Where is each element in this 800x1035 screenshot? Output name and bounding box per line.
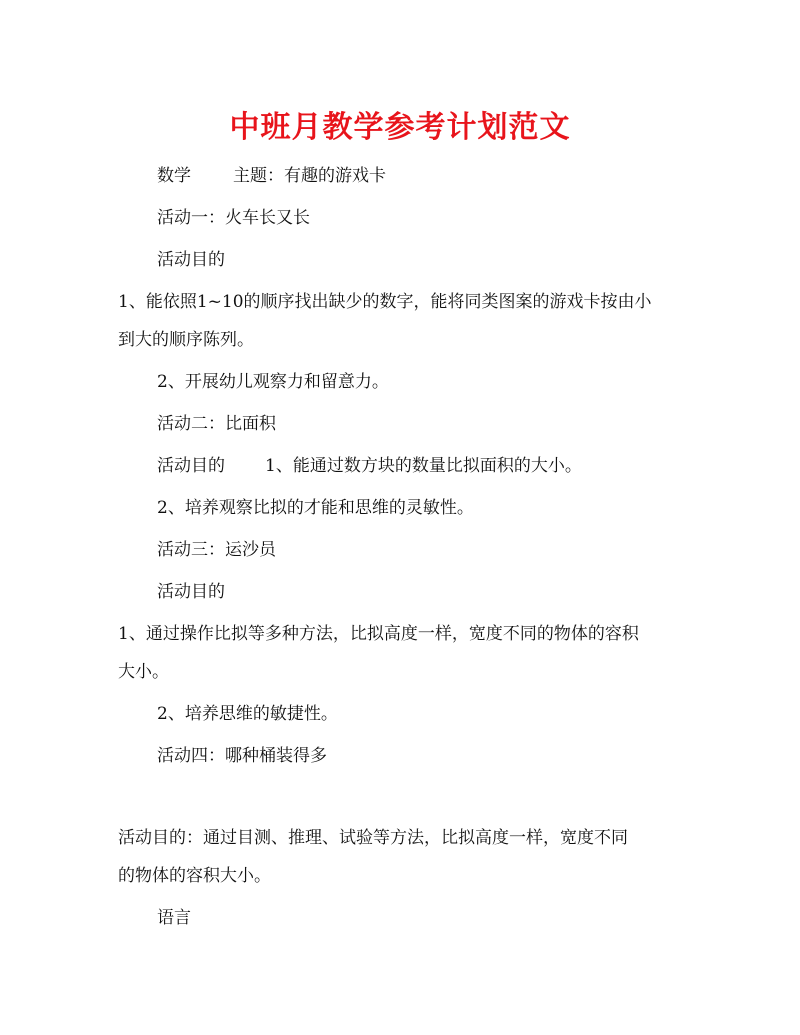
subject-language: 语言: [157, 908, 191, 928]
goal-3-item-2: 2、培养思维的敏捷性。: [157, 704, 338, 724]
goal-2-item-1: 1、能通过数方块的数量比拟面积的大小。: [265, 456, 582, 476]
goal-heading-3: 活动目的: [157, 582, 225, 602]
goal-heading-1: 活动目的: [157, 250, 225, 270]
activity-1-heading: 活动一：火车长又长: [157, 208, 310, 228]
goal-2-item-2: 2、培养观察比拟的才能和思维的灵敏性。: [157, 498, 474, 518]
goal-1-line-2: 到大的顺序陈列。: [118, 330, 254, 350]
goal-1-item-2: 2、开展幼儿观察力和留意力。: [157, 372, 389, 392]
subject-label: 数学: [157, 166, 191, 186]
goal-4-line-2: 的物体的容积大小。: [118, 866, 271, 886]
document-title: 中班月教学参考计划范文: [229, 110, 571, 145]
goal-heading-2: 活动目的: [157, 456, 225, 476]
activity-2-heading: 活动二：比面积: [157, 414, 276, 434]
activity-3-heading: 活动三：运沙员: [157, 540, 276, 560]
theme-label: 主题：有趣的游戏卡: [233, 166, 386, 186]
goal-3-line-2: 大小。: [118, 662, 169, 682]
goal-2-line: [157, 454, 582, 478]
goal-1-line-1: 1、能依照1~10的顺序找出缺少的数字，能将同类图案的游戏卡按由小: [118, 292, 652, 312]
activity-4-heading: 活动四：哪种桶装得多: [157, 746, 327, 766]
subject-theme-line: [157, 164, 386, 188]
goal-3-line-1: 1、通过操作比拟等多种方法，比拟高度一样，宽度不同的物体的容积: [118, 624, 639, 644]
goal-4-line-1: 活动目的：通过目测、推理、试验等方法，比拟高度一样，宽度不同: [118, 828, 628, 848]
